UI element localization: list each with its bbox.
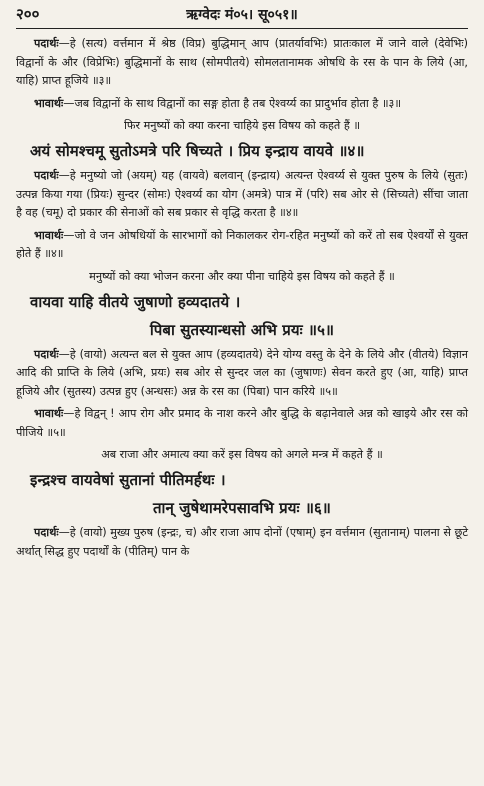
padartha-text: —हे (वायो) मुख्य पुरुष (इन्द्रः, च) और राजा आप दोनों (एषाम्) इन वर्त्तमान (सुतानाम्) पालना से छूटे अर्थात् सिद्ध हुए पदार्थों के (पीतिम्) पान के: [16, 526, 468, 558]
padartha-paragraph: [16, 167, 468, 223]
padartha-paragraph: [16, 35, 468, 91]
padartha-paragraph: [16, 346, 468, 402]
padartha-label: पदार्थः: [34, 169, 59, 182]
mantra-verse-line2: पिबा सुतस्यान्धसो अभि प्रयः ॥५॥: [149, 320, 335, 339]
running-title: ऋग्वेदः मं०५। सू०५१॥: [186, 7, 298, 23]
page-header: [16, 4, 468, 28]
bhavartha-paragraph: [16, 95, 468, 114]
padartha-label: पदार्थः: [34, 37, 59, 50]
subject-intro: अब राजा और अमात्य क्या करें इस विषय को अगले मन्त्र में कहते हैं ॥: [101, 448, 383, 461]
mantra-verse-line1: इन्द्रश्च वायवेषां सुतानां पीतिमर्हथः ।: [30, 471, 226, 489]
bhavartha-paragraph: [16, 227, 468, 264]
bhavartha-paragraph: [16, 405, 468, 442]
padartha-text: —हे (वायो) अत्यन्त बल से युक्त आप (हव्यदातये) देने योग्य वस्तु के देने के लिये और (वीतये) विज्ञान आदि की प्राप्ति के लिये (अभि, प्रयः) सब ओर से सुन्दर जल का (जुषाणः) सेवन करते हुए (आ, याहि) प्राप्त हूजिये और (सुतस्य) उत्पन्न हुए (अन्धसः) अन्न के रस का (पिबा) पान करिये ॥५॥: [16, 347, 468, 398]
bhavartha-label: भावार्थः: [34, 228, 64, 242]
padartha-label: पदार्थः: [34, 526, 59, 539]
mantra-verse-line1: वायवा याहि वीतये जुषाणो हव्यदातये ।: [30, 292, 241, 311]
bhavartha-text: —जो वे जन ओषधियों के सारभागों को निकालकर रोग-रहित मनुष्यों को करें तो सब ऐश्वर्यों से युक्त होते हैं ॥४॥: [16, 228, 468, 260]
page-number: २००: [16, 5, 40, 23]
bhavartha-label: भावार्थः: [34, 96, 64, 110]
bhavartha-text: —जब विद्वानों के साथ विद्वानों का सङ्ग होता है तब ऐश्वर्य्य का प्रादुर्भाव होता है ॥३॥: [63, 96, 402, 110]
padartha-paragraph: [16, 524, 468, 561]
padartha-text: —हे (सत्य) वर्त्तमान में श्रेष्ठ (विप्र) बुद्धिमान् आप (प्रातर्यावभिः) प्रातःकाल में जाने वाले (देवेभिः) विद्वानों के और (विप्रेभिः) बुद्धिमानों के साथ (सोमपीतये) सोमलतानामक ओषधि के रस के पान के लिये (आ, याहि) प्राप्त हूजिये ॥३॥: [16, 37, 468, 87]
bhavartha-label: भावार्थः: [34, 407, 64, 420]
padartha-text: —हे मनुष्यो जो (अयम्) यह (वायवे) बलवान् (इन्द्राय) अत्यन्त ऐश्वर्य्य से युक्त पुरुष के लिये (सुतः) उत्पन्न किया गया (प्रियः) सुन्दर (सोमः) ऐश्वर्य्य का योग (अमत्रे) पात्र में (परि) सब ओर से (सिच्यते) सींचा जाता है वह (चमू) दो प्रकार की सेनाओं को सब प्रकार से वृद्धि करता है ॥४॥: [16, 169, 468, 219]
mantra-verse: अयं सोमश्चमू सुतोऽमत्रे परि षिच्यते । प्रिय इन्द्राय वायवे ॥४॥: [30, 142, 365, 160]
padartha-label: पदार्थः: [34, 347, 59, 361]
bhavartha-text: —हे विद्वन् ! आप रोग और प्रमाद के नाश करने और बुद्धि के बढ़ानेवाले अन्न को खाइये और रस को पीजिये ॥५॥: [16, 407, 468, 439]
subject-intro: फिर मनुष्यों को क्या करना चाहिये इस विषय को कहते हैं ॥: [123, 119, 361, 132]
header-rule: [16, 28, 468, 29]
subject-intro: मनुष्यों को क्या भोजन करना और क्या पीना चाहिये इस विषय को कहते हैं ॥: [89, 269, 395, 283]
mantra-verse-line2: तान् जुषेथामरेपसावभि प्रयः ॥६॥: [152, 499, 332, 517]
